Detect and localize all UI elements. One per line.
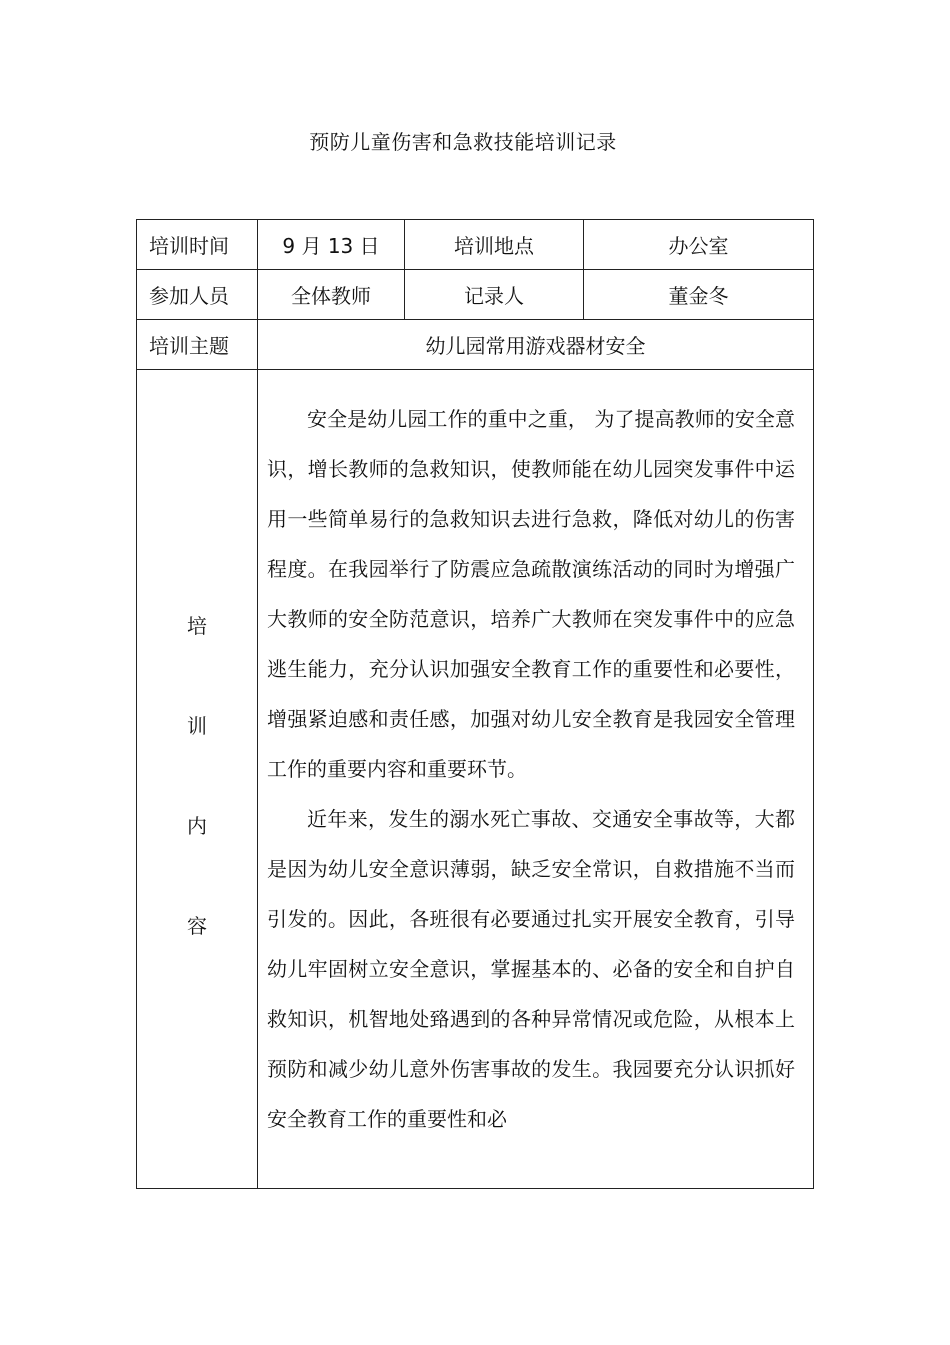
training-record-table (136, 219, 814, 1189)
content-label-char: 培 (187, 614, 207, 638)
training-content-label (137, 370, 258, 1189)
table-row (137, 220, 814, 270)
content-label-char: 容 (187, 914, 207, 938)
training-place-value: 办公室 (584, 220, 814, 270)
recorder-label: 记录人 (405, 270, 584, 320)
training-time-value: 9 月 13 日 (258, 220, 405, 270)
training-content-body (258, 370, 814, 1189)
training-place-label: 培训地点 (405, 220, 584, 270)
participants-label: 参加人员 (137, 270, 258, 320)
training-topic-value: 幼儿园常用游戏器材安全 (258, 320, 814, 370)
content-label-char: 训 (187, 714, 207, 738)
page-title: 预防儿童伤害和急救技能培训记录 (309, 130, 617, 154)
training-topic-label: 培训主题 (137, 320, 258, 370)
content-paragraph: 安全是幼儿园工作的重中之重， 为了提高教师的安全意识，增长教师的急救知识，使教师能在幼儿园突发事件中运用一些简单易行的急救知识去进行急救，降低对幼儿的伤害程度。在我园举行了防震应急疏散演练活动的同时为增强广大教师的安全防范意识，培养广大教师在突发事件中的应急逃生能力，充分认识加强安全教育工作的重要性和必要性，增强紧迫感和责任感，加强对幼儿安全教育是我园安全管理工作的重要内容和重要环节。 (267, 407, 795, 781)
table-row (137, 270, 814, 320)
recorder-value: 董金冬 (584, 270, 814, 320)
participants-value: 全体教师 (258, 270, 405, 320)
table-row (137, 370, 814, 1189)
training-time-label: 培训时间 (137, 220, 258, 270)
content-label-char: 内 (187, 814, 207, 838)
content-paragraph: 近年来，发生的溺水死亡事故、交通安全事故等，大都是因为幼儿安全意识薄弱，缺乏安全常识，自救措施不当而引发的。因此，各班很有必要通过扎实开展安全教育，引导幼儿牢固树立安全意识，掌握基本的、必备的安全和自护自救知识，机智地处臵遇到的各种异常情况或危险，从根本上预防和减少幼儿意外伤害事故的发生。我园要充分认识抓好安全教育工作的重要性和必 (267, 807, 795, 1131)
table-row (137, 320, 814, 370)
